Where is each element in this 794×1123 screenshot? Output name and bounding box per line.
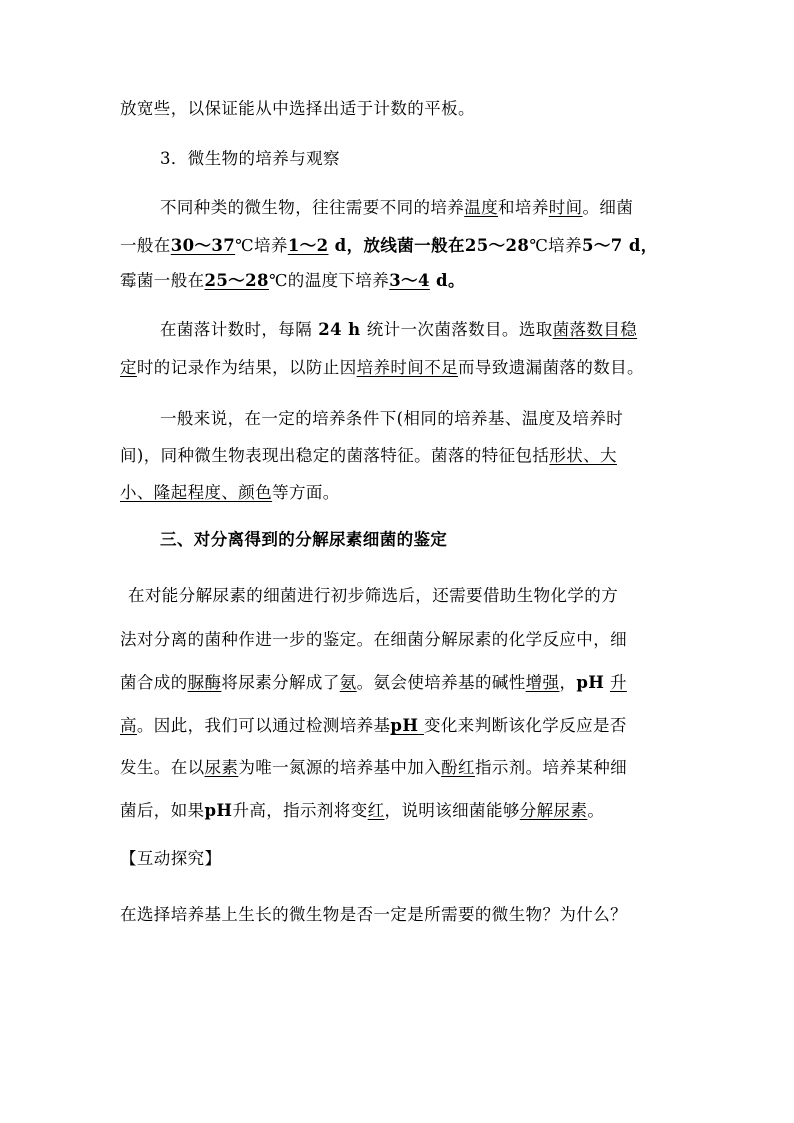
- text: 和培养: [498, 198, 549, 217]
- paragraph-ident-line-5: [120, 760, 627, 777]
- text: d。: [436, 271, 465, 290]
- section-heading-identification: [160, 532, 447, 549]
- text: 发生。在以: [120, 758, 205, 777]
- interactive-inquiry-title: [120, 851, 221, 868]
- text: d，放线菌一般在: [334, 236, 465, 255]
- blank-answer-red: 红: [367, 801, 385, 820]
- text: 在菌落计数时，每隔: [160, 320, 313, 339]
- text: 。氨会使培养基的碱性: [356, 673, 526, 692]
- blank-answer-ph: pH: [390, 716, 419, 735]
- text: 。细菌: [582, 198, 634, 217]
- text: 升高，指示剂将变: [232, 801, 368, 820]
- text: 。: [587, 801, 605, 820]
- blank-answer-phenol-red: 酚红: [441, 758, 475, 777]
- blank-answer-mold-temp: 25～28: [204, 271, 269, 290]
- text: 将尿素分解成了: [221, 673, 340, 692]
- subheading-culture-observation: [160, 151, 340, 168]
- heading-text: 三、对分离得到的分解尿素细菌的鉴定: [160, 530, 448, 549]
- text: ℃培养: [235, 236, 288, 255]
- text: 菌合成的: [120, 673, 188, 692]
- paragraph-count-line-1: [160, 322, 637, 339]
- blank-answer-increase: 增强: [525, 673, 560, 692]
- text: 为唯一氮源的培养基中加入: [238, 758, 442, 777]
- paragraph-ident-line-3: [120, 675, 627, 692]
- question-text: 在选择培养基上生长的微生物是否一定是所需要的微生物？为什么？: [120, 905, 627, 924]
- text: 不同种类的微生物，往往需要不同的培养: [160, 198, 465, 217]
- paragraph-feature-line-3: [120, 485, 340, 502]
- text: ，说明该细菌能够: [384, 801, 520, 820]
- text: 变化来判断该化学反应是否: [424, 716, 627, 735]
- paragraph-temp-line-3: [120, 273, 465, 290]
- text: 间)，同种微生物表现出稳定的菌落特征。菌落的特征包括: [120, 446, 550, 465]
- blank-answer-mold-days: 3～4: [389, 271, 430, 290]
- text: 一般来说，在一定的培养条件下(相同的培养基、温度及培养时: [160, 409, 624, 428]
- text: 而导致遗漏菌落的数目。: [458, 358, 644, 377]
- text: ，: [559, 673, 577, 692]
- paragraph-feature-line-1: [160, 411, 623, 428]
- text: d，: [628, 236, 658, 255]
- heading-text: 【互动探究】: [120, 849, 222, 868]
- paragraph-temp-line-2: [120, 238, 658, 255]
- paragraph-ident-line-1: [128, 588, 618, 605]
- text: 菌后，如果: [120, 801, 205, 820]
- blank-answer-stable-count-end: 定: [120, 358, 137, 377]
- text: 时的记录作为结果，以防止因: [136, 358, 357, 377]
- blank-answer-rise: 升: [609, 673, 627, 692]
- text-ph: pH: [576, 673, 605, 692]
- text-line: 放宽些，以保证能从中选择出适于计数的平板。: [120, 99, 475, 118]
- text-actinomyces-days: 5～7: [582, 236, 623, 255]
- subheading-text: 3．微生物的培养与观察: [160, 149, 340, 168]
- paragraph-count-line-2: [120, 360, 644, 377]
- text: ℃培养: [529, 236, 582, 255]
- blank-answer-time: 时间: [548, 198, 583, 217]
- text-ph: pH: [204, 801, 233, 820]
- blank-answer-ammonia: 氨: [339, 673, 357, 692]
- inquiry-question: [120, 907, 627, 924]
- text: 等方面。: [272, 483, 340, 502]
- blank-answer-stable-count: 菌落数目稳: [552, 320, 638, 339]
- blank-answer-shape-size: 形状、大: [549, 446, 617, 465]
- text: 统计一次菌落数目。选取: [366, 320, 553, 339]
- blank-answer-bacteria-days: 1～2: [287, 236, 329, 255]
- text: 。因此，我们可以通过检测培养基: [136, 716, 391, 735]
- text: 在对能分解尿素的细菌进行初步筛选后，还需要借助生物化学的方: [128, 586, 619, 605]
- blank-answer-urease: 脲酶: [187, 673, 222, 692]
- blank-answer-decompose-urea: 分解尿素: [519, 801, 588, 820]
- blank-answer-temperature: 温度: [464, 198, 499, 217]
- text-actinomyces-temp: 25～28: [464, 236, 530, 255]
- text: 法对分离的菌种作进一步的鉴定。在细菌分解尿素的化学反应中，细: [120, 630, 627, 649]
- paragraph-ident-line-2: [120, 632, 627, 649]
- paragraph-continuation: [120, 101, 475, 118]
- blank-answer-rise-end: 高: [120, 716, 137, 735]
- text: ℃的温度下培养: [268, 271, 390, 290]
- text-interval: 24 h: [318, 320, 361, 339]
- text: 指示剂。培养某种细: [474, 758, 628, 777]
- paragraph-ident-line-6: [120, 803, 604, 820]
- blank-answer-elevation-color: 小、隆起程度、颜色: [120, 483, 273, 502]
- paragraph-feature-line-2: [120, 448, 617, 465]
- paragraph-ident-line-4: [120, 718, 627, 735]
- blank-answer-insufficient-time: 培养时间不足: [356, 358, 459, 377]
- text: 一般在: [120, 236, 171, 255]
- blank-answer-bacteria-temp: 30～37: [170, 236, 236, 255]
- paragraph-temp-line-1: [160, 200, 633, 217]
- text: 霉菌一般在: [120, 271, 205, 290]
- blank-answer-urea: 尿素: [204, 758, 239, 777]
